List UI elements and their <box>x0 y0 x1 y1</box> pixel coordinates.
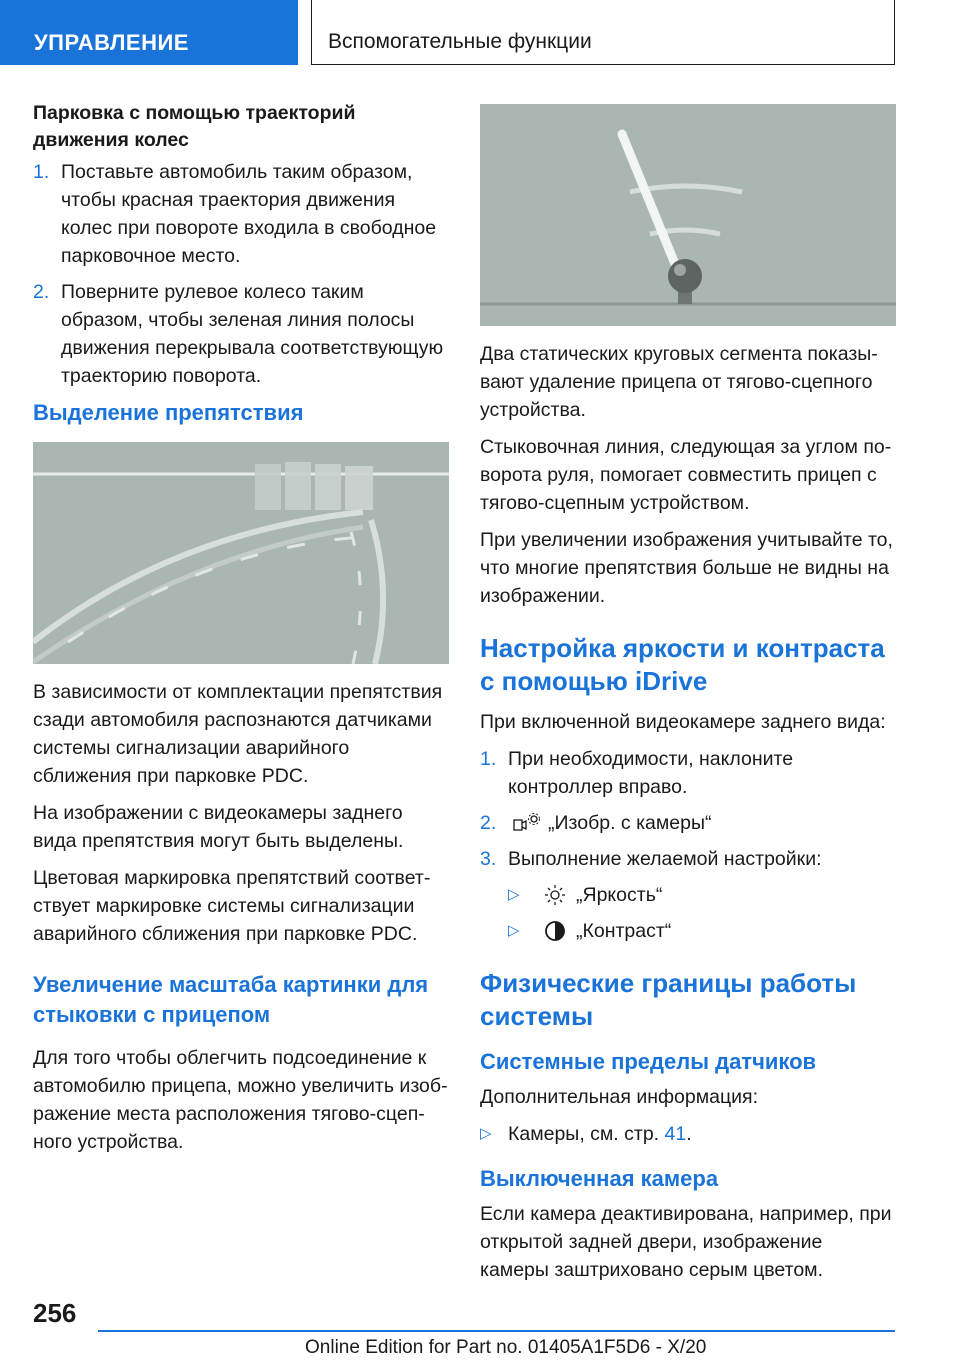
step-text-with-icon <box>508 809 896 837</box>
page-number: 256 <box>33 1298 77 1328</box>
contrast-label: „Контраст“ <box>576 920 672 942</box>
camera-settings-icon <box>508 811 546 835</box>
list-item <box>480 845 896 873</box>
list-item <box>480 745 896 801</box>
camera-image-label: „Изобр. с камеры“ <box>548 812 712 834</box>
step-number: 2. <box>33 281 50 303</box>
bullet-icon: ▷ <box>508 886 520 903</box>
obstacles-title: Выделение препятствия <box>33 400 304 425</box>
bullet-icon: ▷ <box>508 922 520 939</box>
parking-steps <box>33 158 451 390</box>
brightness-icon <box>536 883 574 907</box>
zoom-title: Увеличение масштаба картинки для стыковки с прицепом <box>33 972 429 1027</box>
header-chapter: Вспомогательные функции <box>311 0 895 65</box>
right-column <box>480 104 896 1293</box>
step-number: 3. <box>480 848 497 870</box>
step-text: Поставьте автомобиль таким образом, чтобы красная траектория движения колес при повороте входила в свободное парковочное место. <box>61 161 437 267</box>
sensors-item-text: Камеры, см. стр. 41. <box>508 1123 692 1145</box>
hitch-paragraph-3: При увеличении изображения учитывайте то, что многие препятствия больше не видны на изображении. <box>480 529 893 607</box>
left-column <box>33 100 451 1165</box>
hitch-paragraph-1: Два статических круговых сегмента показывают удаление прицепа от тягово-сцепного устройства. <box>480 343 878 421</box>
zoom-paragraph: Для того чтобы облегчить подсоединение к автомобилю прицепа, можно увеличить изображение места расположения тягово-сцепного устройства. <box>33 1047 448 1153</box>
list-item <box>33 158 451 270</box>
list-item <box>33 278 451 390</box>
bullet-icon: ▷ <box>480 1125 492 1142</box>
settings-intro: При включенной видеокамере заднего вида: <box>480 711 886 733</box>
obstacles-illustration <box>33 442 449 664</box>
sub-item-brightness <box>508 881 896 909</box>
sub-item-contrast <box>508 917 896 945</box>
hitch-camera-image <box>480 104 896 326</box>
sensors-item <box>480 1120 896 1148</box>
sensors-intro: Дополнительная информация: <box>480 1086 759 1108</box>
step-number: 2. <box>480 812 497 834</box>
sensors-title: Системные пределы датчиков <box>480 1049 817 1074</box>
settings-steps <box>480 745 896 873</box>
parking-title: Парковка с помощью траекторий движения колес <box>33 102 356 151</box>
header-section: УПРАВЛЕНИЕ <box>0 0 298 65</box>
step-text: Поверните рулевое колесо таким образом, чтобы зеленая линия полосы движения перекрывала соответствующую траекторию поворота. <box>61 281 444 387</box>
footer-edition: Online Edition for Part no. 01405A1F5D6 - X/20 <box>305 1337 707 1358</box>
list-item <box>480 809 896 837</box>
step-number: 1. <box>480 748 497 770</box>
obstacles-camera-image <box>33 442 449 664</box>
footer-divider <box>98 1330 895 1332</box>
step-text: Выполнение желаемой настройки: <box>508 848 822 870</box>
obstacles-paragraph-1: В зависимости от комплектации препятствия сзади автомобиля распознаются датчиками системы сигнализации аварийного сближения при парковке PDC. <box>33 681 443 787</box>
obstacles-paragraph-3: Цветовая маркировка препятствий соответствует маркировке системы сигнализации аварийного сближения при парковке PDC. <box>33 867 431 945</box>
step-text: При необходимости, наклоните контроллер вправо. <box>508 748 794 798</box>
limits-title: Физические границы работы системы <box>480 968 857 1031</box>
brightness-label: „Яркость“ <box>576 884 663 906</box>
page-link[interactable]: 41 <box>664 1123 687 1145</box>
hitch-illustration <box>480 104 896 326</box>
settings-title: Настройка яркости и контраста с помощью iDrive <box>480 633 885 696</box>
contrast-icon <box>536 919 574 943</box>
hitch-paragraph-2: Стыковочная линия, следующая за углом поворота руля, помогает совместить прицеп с тягово-сцепным устройством. <box>480 436 892 514</box>
camera-off-paragraph: Если камера деактивирована, например, при открытой задней двери, изображение камеры заштриховано серым цветом. <box>480 1203 892 1281</box>
obstacles-paragraph-2: На изображении с видеокамеры заднего вида препятствия могут быть выделены. <box>33 802 404 852</box>
camera-off-title: Выключенная камера <box>480 1166 719 1191</box>
step-number: 1. <box>33 161 50 183</box>
